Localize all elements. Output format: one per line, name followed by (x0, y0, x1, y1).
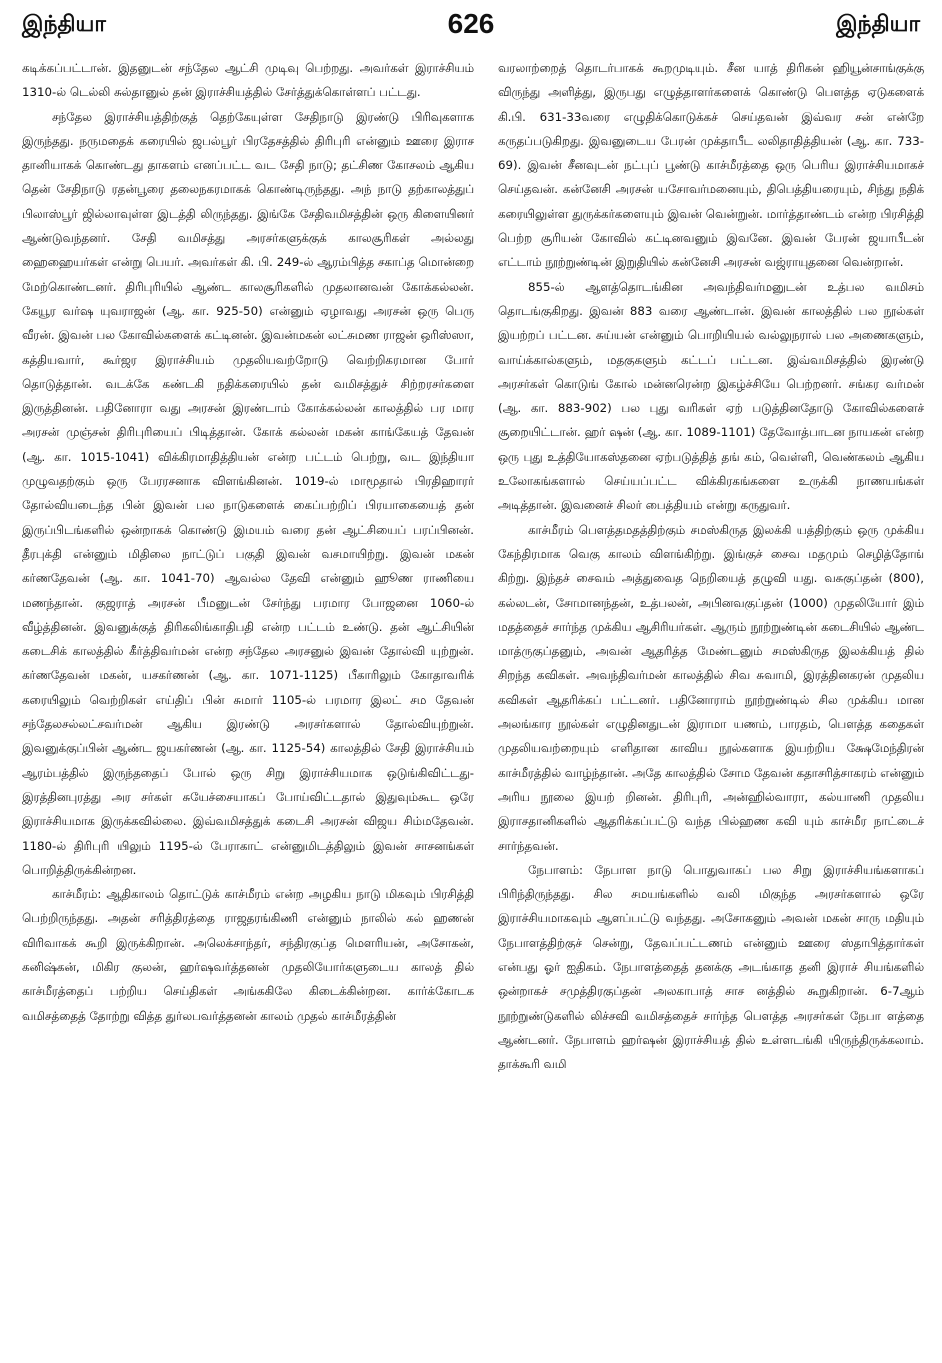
paragraph: வரலாற்றைத் தொடர்பாகக் கூறமுடியும். சீன யாத் திரிகன் ஹியூன்சாங்குக்கு விருந்து அளித்து, இருபது எழுத்தாளர்களைக் கொண்டு பௌத்த ஏடுகளைக் கி.பி. 631-33வரை எழுதிக்கொடுக்கச் செய்தவன் இவ்வர சன் என்றே கருதப்படுகிறது. இவனுடைய பேரன் முக்தாபீட லலிதாதித்தியன் (ஆ. கா. 733-69). இவன் சீனவுடன் நட்புப் பூண்டு காச்மீரத்தை ஒரு பெரிய இராச்சியமாகச் செய்தவன். கன்னேசி அரசன் யசோவர்மனையும், திபெத்தியரையும், சிந்து நதிக் கரையிலுள்ள துருக்கர்களையும் இவன் வென்றுன். மார்த்தாண்டம் என்ற பிரசித்தி பெற்ற சூரியன் கோவில் கட்டினவனும் இவனே. இவன் பேரன் ஜயாபீடன் எட்டாம் நூற்றுண்டின் இறுதியில் கன்னேசி அரசன் வஜ்ராயுதனை வென்றான். (498, 61, 924, 270)
paragraph: 855-ல் ஆளத்தொடங்கின அவந்திவர்மனுடன் உத்பல வமிசம் தொடங்குகிறது. இவன் 883 வரை ஆண்டான். இவன் காலத்தில் பல நூல்கள் இயற்றப் பட்டன. சுய்யன் என்னும் பொறியியல் வல்லுநரால் பல அணைகளும், வாய்க்கால்களும், மதகுகளும் கட்டப் பட்டன. இவ்வமிசத்தில் இரண்டு அரசர்கள் கொடுங் கோல் மன்னரென்ற இகழ்ச்சியே பெற்றனர். சங்கர வர்மன் (ஆ. கா. 883-902) பல புது வரிகள் ஏற் படுத்தினதோடு கோவில்களைச் சூறையிட்டான். ஹர் ஷன் (ஆ. கா. 1089-1101) தேவோத்பாடன நாயகன் என்ற ஒரு புது உத்தியோகஸ்தனை ஏற்படுத்தித் தங் கம், வெள்ளி, வெண்கலம் ஆகிய உலோகங்களால் செய்யப்பட்ட விக்கிரகங்களை உருக்கி நாணயங்கள் அடித்தான். இவனைச் சிலர் பைத்தியம் என்று கருதுவர். (498, 279, 924, 513)
paragraph: காச்மீரம்: ஆதிகாலம் தொட்டுக் காச்மீரம் என்ற அழகிய நாடு மிகவும் பிரசித்தி பெற்றிருந்தது. அதன் சரித்திரத்தை ராஜதரங்கிணி என்னும் நாலில் கல் ஹணன் விரிவாகக் கூறி இருக்கிறான். அலெக்சாந்தர், சந்திரகுப்த மௌரியன், அசோகன், கனிஷ்கன், மிகிர குலன், ஹர்ஷவர்த்தனன் முதலியோர்களுடைய காலத் தில் காச்மீரத்தைப் பற்றிய செய்திகள் அங்ககிலே கிடைக்கின்றன. கார்க்கோடக வமிசத்தைத் தோற்று வித்த துர்லபவர்த்தனன் காலம் முதல் காச்மீரத்தின் (22, 887, 474, 1023)
running-head-left: இந்தியா (22, 12, 106, 37)
paragraph: நேபாளம்: நேபாள நாடு பொதுவாகப் பல சிறு இராச்சியங்களாகப் பிரிந்திருந்தது. சில சமயங்களில் வலி மிகுந்த அரசர்களால் ஒரே இராச்சியமாகவும் ஆளப்பட்டு வந்தது. அசோகனும் அவன் மகன் சாரு மதியும் நேபாளத்திற்குச் சென்று, தேவப்பட்டணம் என்னும் ஊரை ஸ்தாபித்தார்கள் என்பது ஓர் ஐதிகம். நேபாளத்தைத் தனக்கு அடங்காத தனி இராச் சியங்களில் ஒன்றாகச் சமுத்திரகுப்தன் அலகாபாத் சாச னத்தில் கூறுகிறான். 6-7ஆம் நூற்றுண்டுகளில் லிச்சவி வமிசத்தைச் சார்ந்த பௌத்த அரசர்கள் நேபா ளத்தை ஆண்டனர். நேபாளம் ஹர்ஷன் இராச்சியத் தில் உள்ளடங்கி யிருந்திருக்கலாம். தாக்கூரி வமி (498, 862, 924, 1072)
right-column (498, 56, 924, 1356)
page-header (0, 0, 942, 52)
running-head-right: இந்தியா (836, 12, 920, 37)
left-column (22, 56, 474, 1356)
paragraph: சந்தேல இராச்சியத்திற்குத் தெற்கேயுள்ள சேதிநாடு இரண்டு பிரிவுகளாக இருந்தது. நருமதைக் கரையில் ஜபல்பூர் பிரதேசத்தில் திரிபுரி என்னும் ஊரை இராச தானியாகக் கொண்டது தாகளம் எனப்பட்ட வட சேதி நாடு; தட்சிண கோசலம் ஆகிய தென் சேதிநாடு ரதன்பூரை தலைநகரமாகக் கொண்டிருந்தது. அந் நாடு தற்காலத்துப் பிலாஸ்பூர் ஜில்லாவுள்ள இடத்தி லிருந்தது. இங்கே சேதிவமிசத்தின் ஒரு கிளையினர் ஆண்டுவந்தனர். சேதி வமிசத்து அரசர்களுக்குக் காலசூரிகள் அல்லது ஹைஹையர்கள் என்று பெயர். அவர்கள் கி. பி. 249-ல் ஆரம்பித்த சகாப்த மொன்றை மேற்கொண்டனர். திரிபுரியில் ஆண்ட காலசூரிகளில் முதலானவன் கோக்கல்லன். கேயூர வர்ஷ யுவராஜன் (ஆ. கா. 925-50) என்னும் ஏழாவது அரசன் ஒரு பெரு வீரன். இவன் பல கோவில்களைக் கட்டினன். இவன்மகன் லட்சுமண ராஜன் ஒரிஸ்ஸா, கத்தியவார், கூர்ஜர இராச்சியம் முதலியவற்றோடு வெற்றிகரமான போர் தொடுத்தான். வடக்கே கண்டகி நதிக்கரையில் தன் வமிசத்துச் சிற்றரசர்களை இருத்தினன். பதினோரா வது அரசன் இரண்டாம் கோக்கல்லன் காலத்தில் பர மார அரசன் முஞ்சன் திரிபுரியைப் பிடித்தான். கோக் கல்லன் மகன் காங்கேயத் தேவன் (ஆ. கா. 1015-1041) விக்கிரமாதித்தியன் என்ற பட்டம் பெற்று, வட இந்தியா முழுவதற்கும் ஒரு பேரரசனாக விளங்கினன். 1019-ல் மாமூதால் பிரதிஹாரர் தோல்வியடைந்த பின் இவன் பல நாடுகளைக் கைப்பற்றிப் பிரயாகையைத் தன் இருப்பிடங்களில் ஒன்றாகக் கொண்டு இமயம் வரை தன் ஆட்சியைப் பரப்பினன். தீரபுக்தி என்னும் மிதிலை நாட்டுப் பகுதி இவன் வசமாயிற்று. இவன் மகன் கர்ணதேவன் (ஆ. கா. 1041-70) ஆவல்ல தேவி என்னும் ஹூண ராணியை மணந்தான். குஜராத் அரசன் பீமனுடன் சேர்ந்து பரமார போஜனை 1060-ல் வீழ்த்தினன். இவனுக்குத் திரிகலிங்காதிபதி என்ற பட்டம் உண்டு. தன் ஆட்சியின் கடைசிக் காலத்தில் கீர்த்திவர்மன் என்ற சந்தேல அரசனுல் இவன் தோல்வி யுற்றுன். கர்ணதேவன் மகன், யசகர்ணன் (ஆ. கா. 1071-1125) பீகாரிலும் கோதாவரிக் கரையிலும் வெற்றிகள் எய்திப் பின் சுமார் 1105-ல் பரமார இலட் சம தேவன் சந்தேலசல்லட்சவர்மன் ஆகிய இரண்டு அரசர்களால் தோல்வியுற்றுன். இவனுக்குப்பின் ஆண்ட ஜயகர்ணன் (ஆ. கா. 1125-54) காலத்தில் சேதி இராச்சியம் ஆரம்பத்தில் இருந்ததைப் போல் ஒரு சிறு இராச்சியமாக ஒடுங்கிவிட்டது- இரத்தினபுரத்து அர சர்கள் சுயேச்சையாகப் போய்விட்டதால் இதுவும்கூட ஒரே இராச்சியமாக இருக்கவில்லை. இவ்வமிசத்துக் கடைசி அரசன் விஜய சிம்மதேவன். 1180-ல் திரிபுரி யிலும் 1195-ல் பேராகாட் என்னுமிடத்திலும் இவன் சாசனங்கள் பொறித்திருக்கின்றன. (22, 109, 474, 877)
page-number: 626 (447, 8, 495, 39)
paragraph: காச்மீரம் பௌத்தமதத்திற்கும் சமஸ்கிருத இலக்கி யத்திற்கும் ஒரு முக்கிய கேந்திரமாக வெகு காலம் விளங்கிற்று. இங்குச் சைவ மதமும் செழித்தோங் கிற்று. இந்தச் சைவம் அத்துவைத நெறியைத் தழுவி யது. வசுகுப்தன் (800), கல்லடன், சோமானந்தன், உத்பலன், அபினவகுப்தன் (1000) முதலியோர் இம் மதத்தைச் சார்ந்த முக்கிய ஆசிரியர்கள். ஆரும் நூற்றுண்டின் கடைசியில் ஆண்ட மாத்ருகுப்தனும், அவன் ஆதரித்த மேண்டனும் சமஸ்கிருத இலக்கியத் தில் சிறந்த கவிகள். அவந்திவர்மன் காலத்தில் சிவ சுவாமி, இரத்தினகரன் முதலிய கவிகள் ஆதரிக்கப் பட்டனர். பதினோராம் நூற்றுண்டில் சில முக்கிய மான அலங்கார நூல்கள் எழுதினதுடன் இராமா யணம், பாரதம், பௌத்த கதைகள் முதலியவற்றையும் எளிதான காவிய நூல்களாக இயற்றிய க்ஷேமேந்திரன் காச்மீரத்தில் வாழ்ந்தான். அதே காலத்தில் சோம தேவன் கதாசரித்சாகரம் என்னும் அரிய நூலை இயற் றினன். திரிபுரி, அன்ஹில்வாரா, கல்யாணி முதலிய இராசதானிகளில் ஆதரிக்கப்பட்டு வந்த பில்ஹண கவி யும் காச்மீர நாட்டைச் சார்ந்தவன். (498, 522, 924, 853)
paragraph: கடிக்கப்பட்டான். இதனுடன் சந்தேல ஆட்சி முடிவு பெற்றது. அவர்கள் இராச்சியம் 1310-ல் டெல்லி சுல்தானுல் தன் இராச்சியத்தில் சேர்த்துக்கொள்ளப் பட்டது. (22, 61, 474, 100)
